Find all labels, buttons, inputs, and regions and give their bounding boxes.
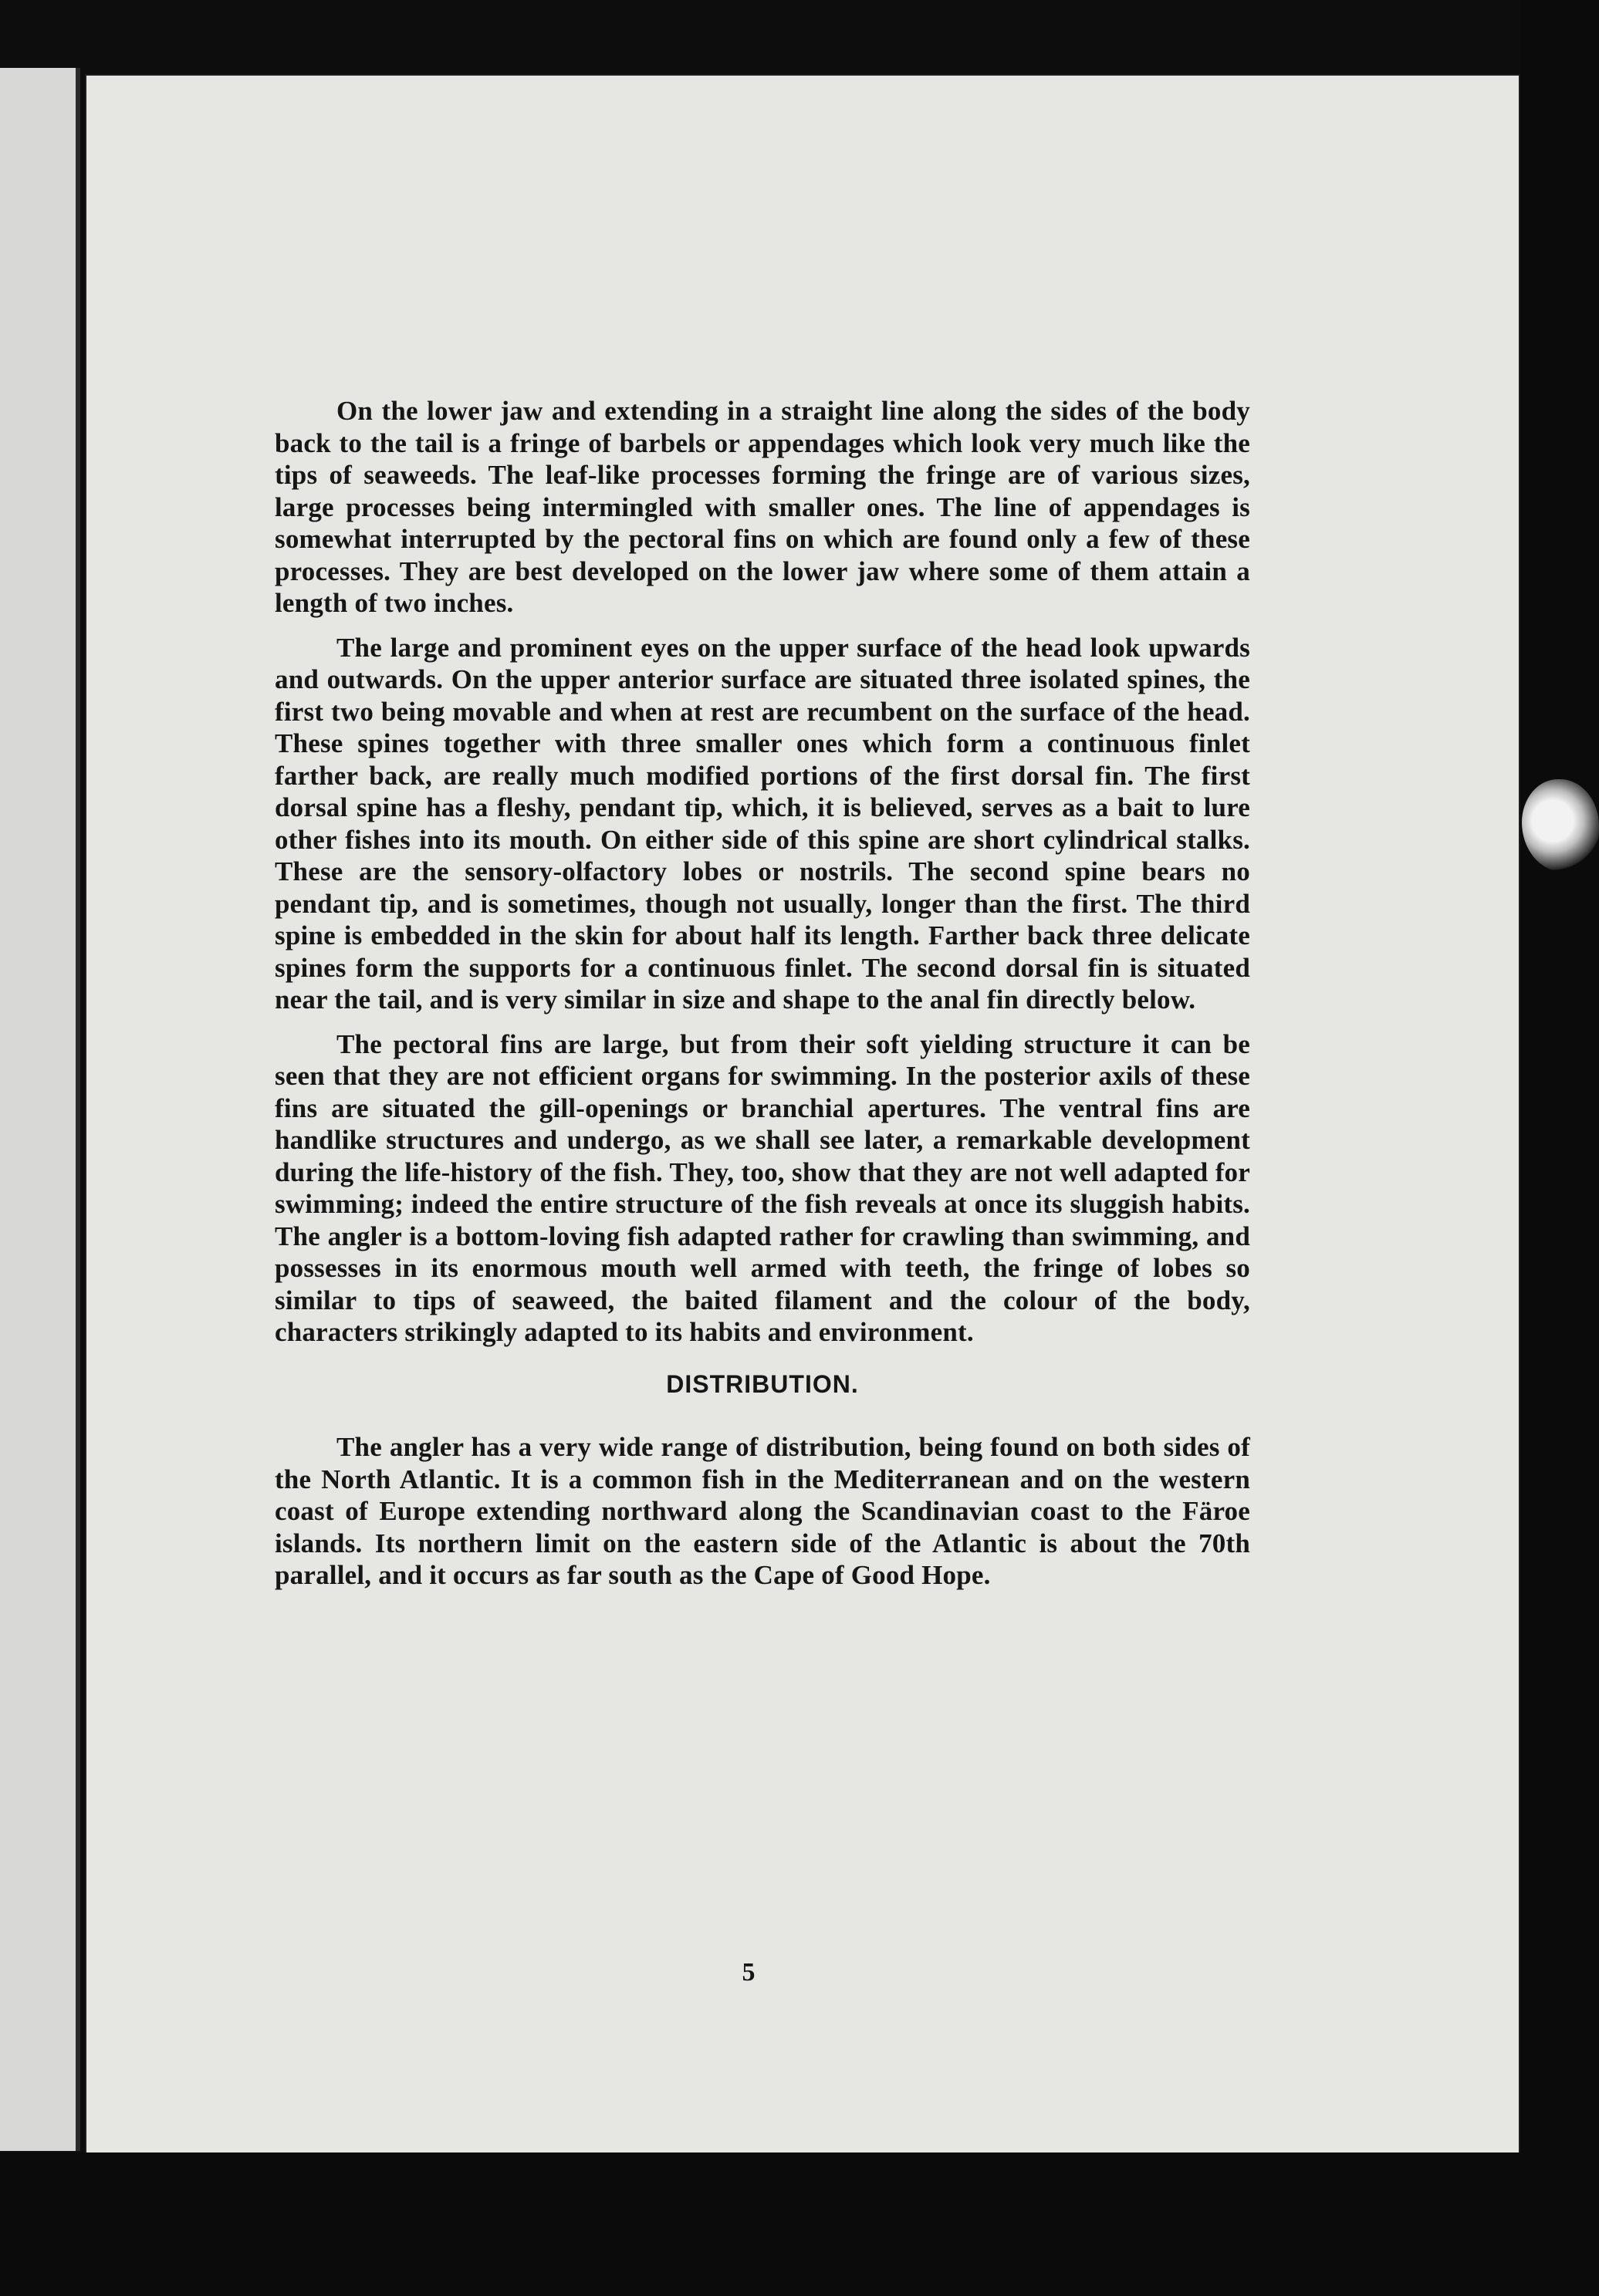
scan-background-right <box>1520 0 1599 2296</box>
page-number: 5 <box>742 1958 756 1987</box>
body-text <box>275 395 1250 1604</box>
section-heading: DISTRIBUTION. <box>666 1369 859 1398</box>
paragraph-pectoral-fins: The pectoral fins are large, but from their soft yielding structure it can be seen that they are not efficient organs for swimming. In the posterior axils of these fins are situated the gill-openings or branchial apertures. The ventral fins are handlike structures and undergo, as we shall see later, a remarkable development during the life-history of the fish. They, too, show that they are not well adapted for swimming; indeed the entire structure of the fish reveals at once its sluggish habits. The angler is a bottom-loving fish adapted rather for crawling than swimming, and possesses in its enormous mouth well armed with teeth, the fringe of lobes so similar to tips of seaweed, the baited filament and the colour of the body, characters strikingly adapted to its habits and environment. <box>275 1028 1250 1347</box>
paragraph-distribution: The angler has a very wide range of distribution, being found on both sides of the North Atlantic. It is a common fish in the Mediterranean and on the western coast of Europe extending northward along the Scandinavian coast to the Färoe islands. Its northern limit on the eastern side of the Atlantic is about the 70th parallel, and it occurs as far south as the Cape of Good Hope. <box>275 1432 1250 1590</box>
previous-page-edge <box>0 68 80 2151</box>
paragraph-eyes-and-spines: The large and prominent eyes on the upper surface of the head look upwards and outwards. On the upper anterior surface are situated three isolated spines, the first two being movable and when at rest are recumbent on the surface of the head. These spines together with three smaller ones which form a continuous finlet farther back, are really much modified portions of the first dorsal fin. The first dorsal spine has a fleshy, pendant tip, which, it is believed, serves as a bait to lure other fishes into its mouth. On either side of this spine are short cylindrical stalks. These are the sensory-olfactory lobes or nostrils. The second spine bears no pendant tip, and is sometimes, though not usually, longer than the first. The third spine is embedded in the skin for about half its length. Farther back three delicate spines form the supports for a continuous finlet. The second dorsal fin is situated near the tail, and is very similar in size and shape to the anal fin directly below. <box>275 632 1250 1015</box>
scan-background-bottom <box>0 2152 1599 2296</box>
paragraph-barbels: On the lower jaw and extending in a straight line along the sides of the body back to the tail is a fringe of barbels or appendages which look very much like the tips of seaweeds. The leaf-like processes forming the fringe are of various sizes, large processes being intermingled with smaller ones. The line of appendages is somewhat interrupted by the pectoral fins on which are found only a few of these processes. They are best developed on the lower jaw where some of them attain a length of two inches. <box>275 396 1250 618</box>
